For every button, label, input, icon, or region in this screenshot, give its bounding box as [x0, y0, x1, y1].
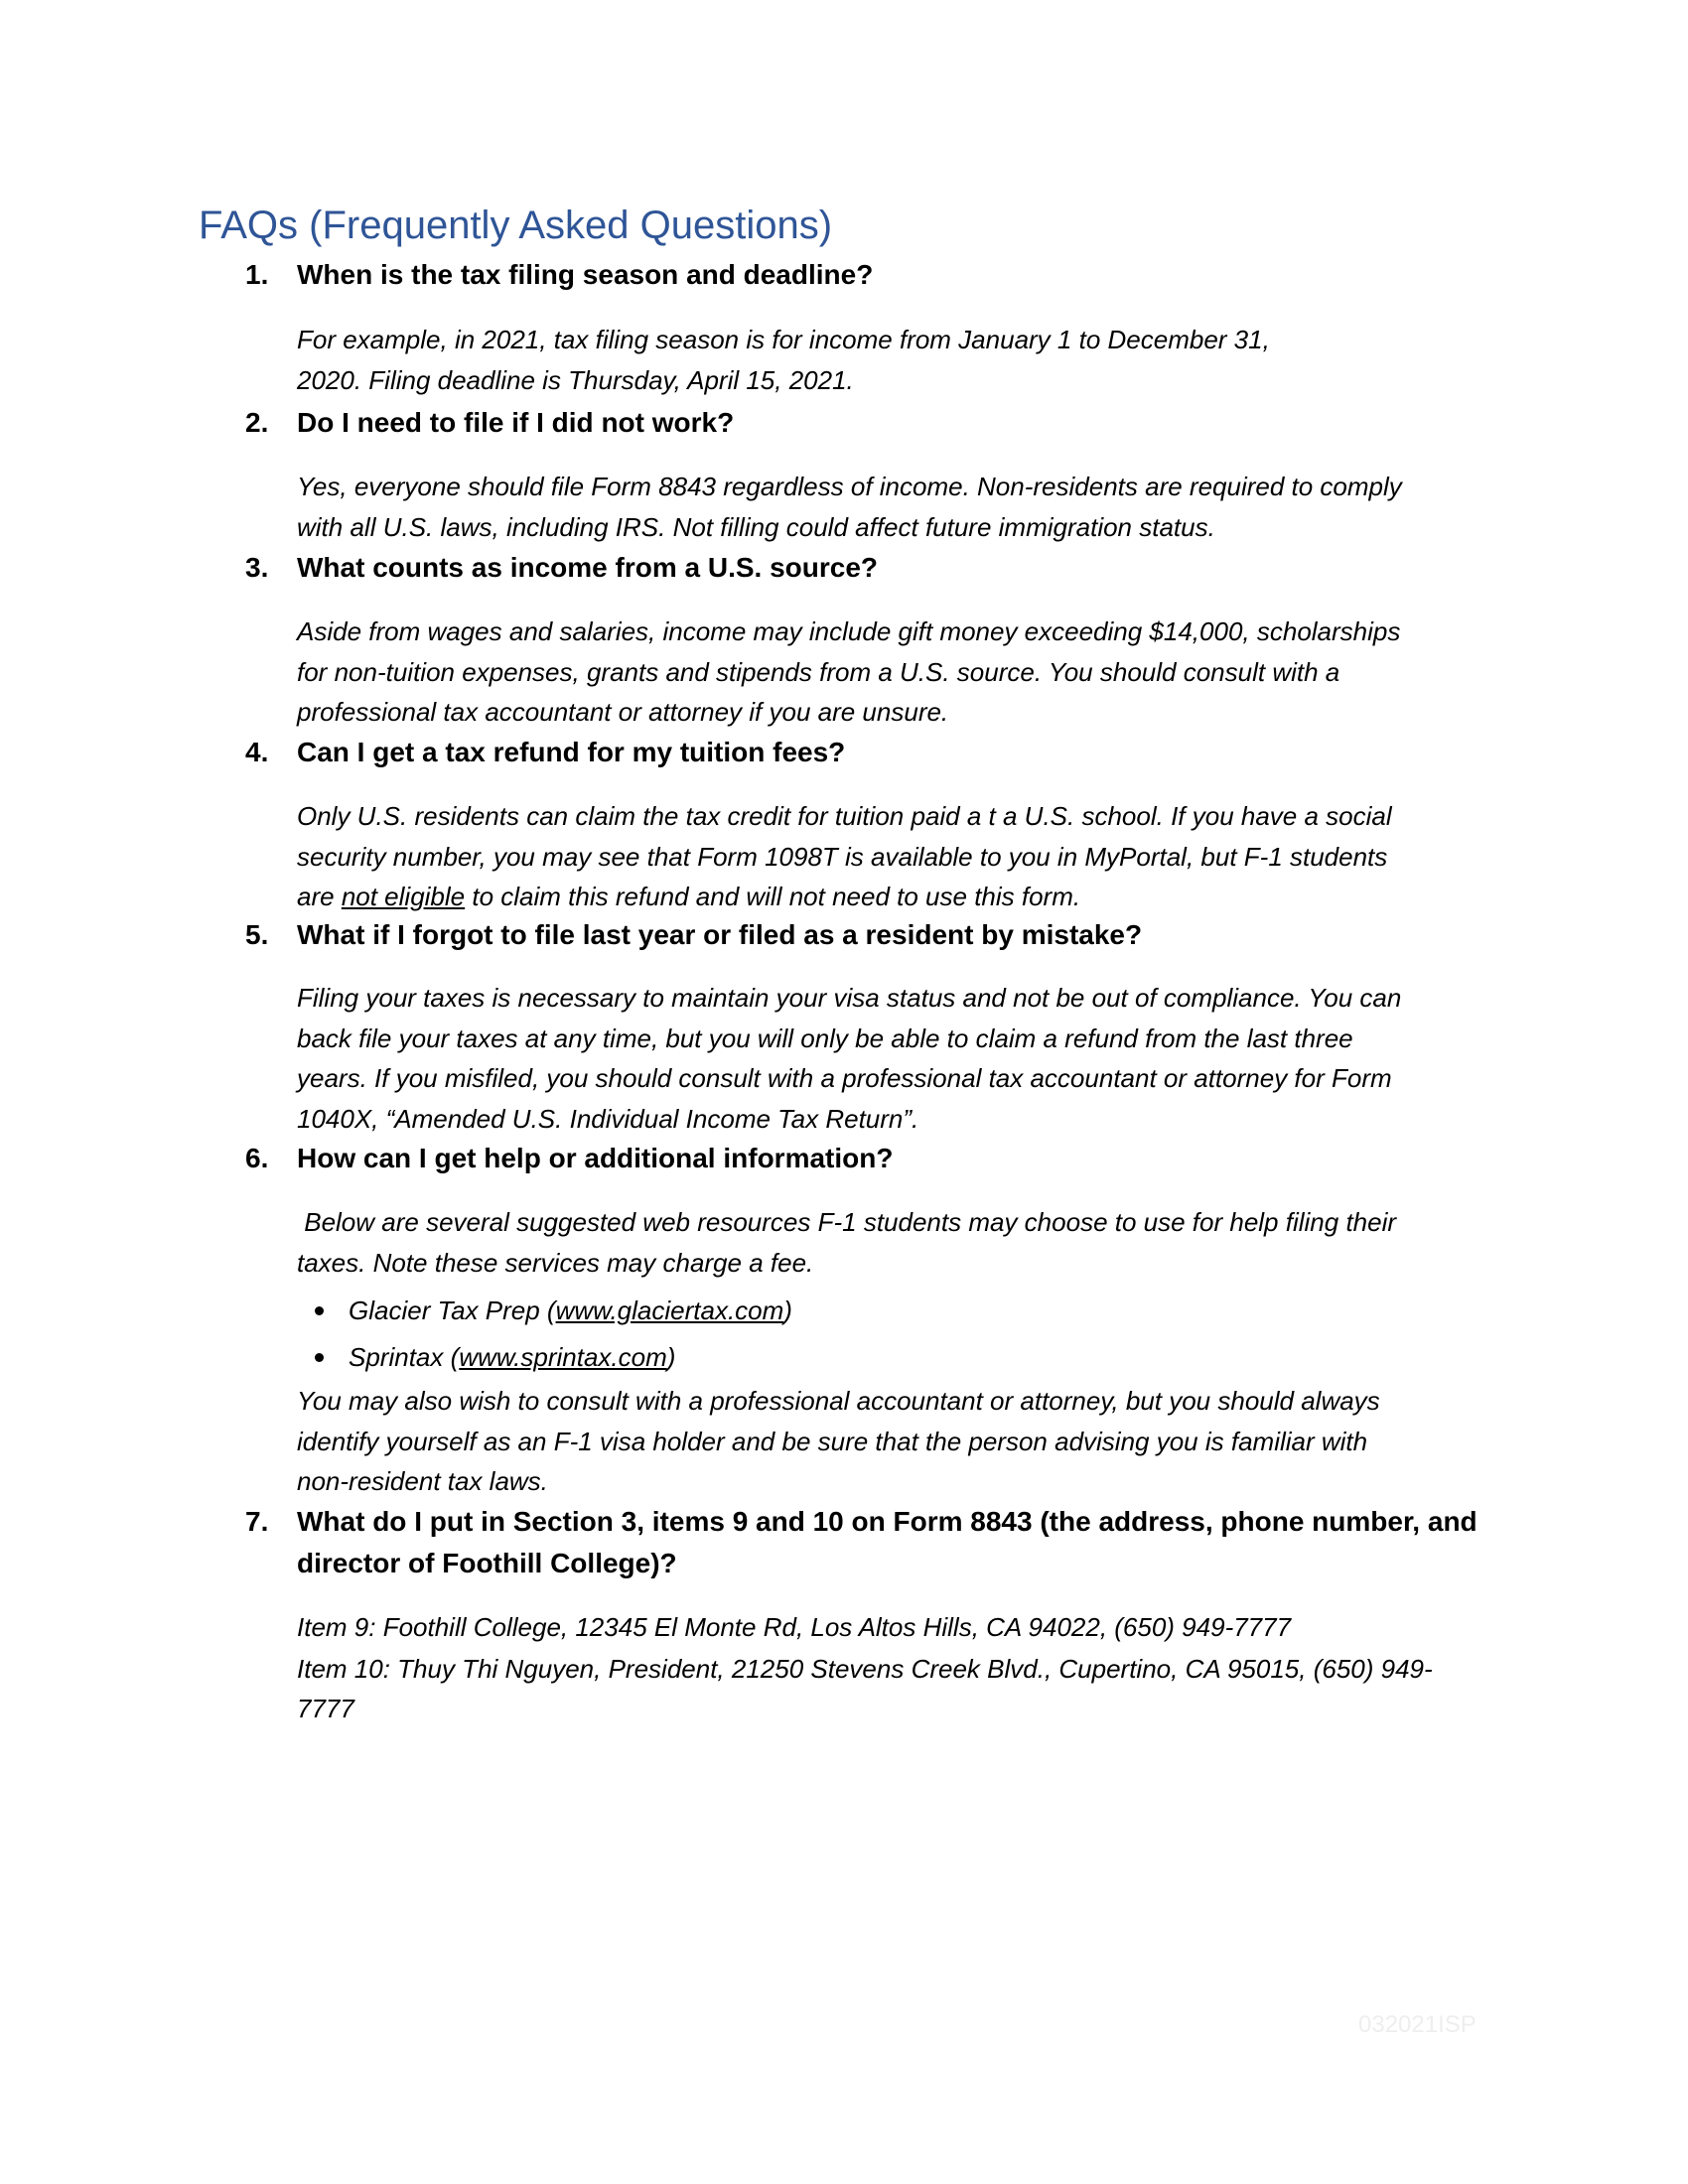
faq-question-7 — [245, 1501, 1533, 1584]
faq-question-6 — [245, 1138, 893, 1179]
answer-line: back file your taxes at any time, but you will only be able to claim a refund from the last three — [297, 1023, 1353, 1053]
faq-number: 3. — [245, 552, 269, 583]
faq-number: 1. — [245, 259, 269, 290]
list-item — [349, 1291, 1441, 1337]
faq-question-text: Do I need to file if I did not work? — [297, 407, 735, 438]
footer-code: 032021ISP — [1358, 2011, 1477, 2038]
faq-answer-6-continued — [297, 1381, 1488, 1502]
faq-answer-5 — [297, 978, 1488, 1139]
answer-line: You may also wish to consult with a professional accountant or attorney, but you should always — [297, 1386, 1380, 1416]
item-10-line-cont: 7777 — [297, 1694, 354, 1723]
faq-number: 5. — [245, 919, 269, 950]
answer-line: Below are several suggested web resources F-1 students may choose to use for help filing their — [297, 1207, 1397, 1237]
resource-suffix: ) — [666, 1342, 676, 1372]
faq-answer-7 — [297, 1605, 1488, 1728]
bullet-icon — [315, 1353, 324, 1362]
faq-question-text: What do I put in Section 3, items 9 and 10 on Form 8843 (the address, phone number, and director of Foothill College)? — [297, 1506, 1477, 1578]
faq-question-text: Can I get a tax refund for my tuition fees? — [297, 737, 846, 767]
resource-suffix: ) — [783, 1296, 792, 1325]
answer-text: to claim this refund and will not need to use this form. — [465, 882, 1081, 911]
page-title: FAQs (Frequently Asked Questions) — [199, 204, 833, 247]
faq-number: 6. — [245, 1143, 269, 1173]
bullet-icon — [315, 1306, 324, 1315]
resource-name: Sprintax ( — [349, 1342, 460, 1372]
not-eligible-emphasis: not eligible — [341, 882, 466, 911]
faq-answer-2 — [297, 467, 1488, 547]
item-10-line: Item 10: Thuy Thi Nguyen, President, 21250 Stevens Creek Blvd., Cupertino, CA 95015, (650) 949- — [297, 1654, 1433, 1684]
faq-question-text: What counts as income from a U.S. source? — [297, 552, 879, 583]
faq-number: 2. — [245, 407, 269, 438]
answer-line: Only U.S. residents can claim the tax credit for tuition paid a t a U.S. school. If you have a social — [297, 801, 1392, 831]
list-item — [349, 1337, 1441, 1384]
answer-text: are — [297, 882, 342, 911]
answer-line: taxes. Note these services may charge a fee. — [297, 1247, 814, 1278]
faq-question-2 — [245, 402, 734, 444]
resource-name: Glacier Tax Prep ( — [349, 1296, 556, 1325]
answer-line: Aside from wages and salaries, income may include gift money exceeding $14,000, scholarships — [297, 616, 1401, 646]
faq-question-1 — [245, 254, 873, 296]
answer-line: Yes, everyone should file Form 8843 regardless of income. Non-residents are required to comply — [297, 472, 1402, 501]
answer-line: for non-tuition expenses, grants and stipends from a U.S. source. You should consult with a — [297, 656, 1340, 687]
faq-question-3 — [245, 547, 878, 589]
answer-line: years. If you misfiled, you should consult with a professional tax accountant or attorney for Form — [297, 1063, 1392, 1093]
answer-line: For example, in 2021, tax filing season is for income from January 1 to December 31, — [297, 325, 1270, 354]
faq-question-5 — [245, 914, 1142, 956]
faq-question-text: When is the tax filing season and deadline? — [297, 259, 874, 290]
answer-line: Filing your taxes is necessary to maintain your visa status and not be out of compliance. You can — [297, 983, 1402, 1013]
faq-answer-6 — [297, 1202, 1488, 1283]
answer-line: with all U.S. laws, including IRS. Not filling could affect future immigration status. — [297, 511, 1215, 542]
answer-line: professional tax accountant or attorney if you are unsure. — [297, 697, 949, 727]
item-9-line: Item 9: Foothill College, 12345 El Monte Rd, Los Altos Hills, CA 94022, (650) 949-7777 — [297, 1612, 1292, 1642]
faq-question-4 — [245, 732, 845, 773]
faq-number: 7. — [245, 1506, 269, 1537]
resource-list — [349, 1291, 1441, 1384]
answer-line: non-resident tax laws. — [297, 1466, 548, 1496]
faq-question-text: How can I get help or additional information? — [297, 1143, 894, 1173]
glaciertax-link[interactable]: www.glaciertax.com — [555, 1296, 784, 1325]
answer-line: 1040X, “Amended U.S. Individual Income Tax Return”. — [297, 1103, 919, 1134]
faq-answer-4 — [297, 796, 1488, 917]
answer-line: identify yourself as an F-1 visa holder and be sure that the person advising you is familiar with — [297, 1426, 1368, 1456]
faq-answer-1 — [297, 320, 1488, 400]
faq-number: 4. — [245, 737, 269, 767]
faq-question-text: What if I forgot to file last year or filed as a resident by mistake? — [297, 919, 1143, 950]
faq-answer-3 — [297, 612, 1488, 733]
answer-line: 2020. Filing deadline is Thursday, April 15, 2021. — [297, 364, 854, 395]
answer-line — [297, 877, 1488, 917]
sprintax-link[interactable]: www.sprintax.com — [459, 1342, 667, 1372]
answer-line: security number, you may see that Form 1098T is available to you in MyPortal, but F-1 students — [297, 841, 1388, 872]
